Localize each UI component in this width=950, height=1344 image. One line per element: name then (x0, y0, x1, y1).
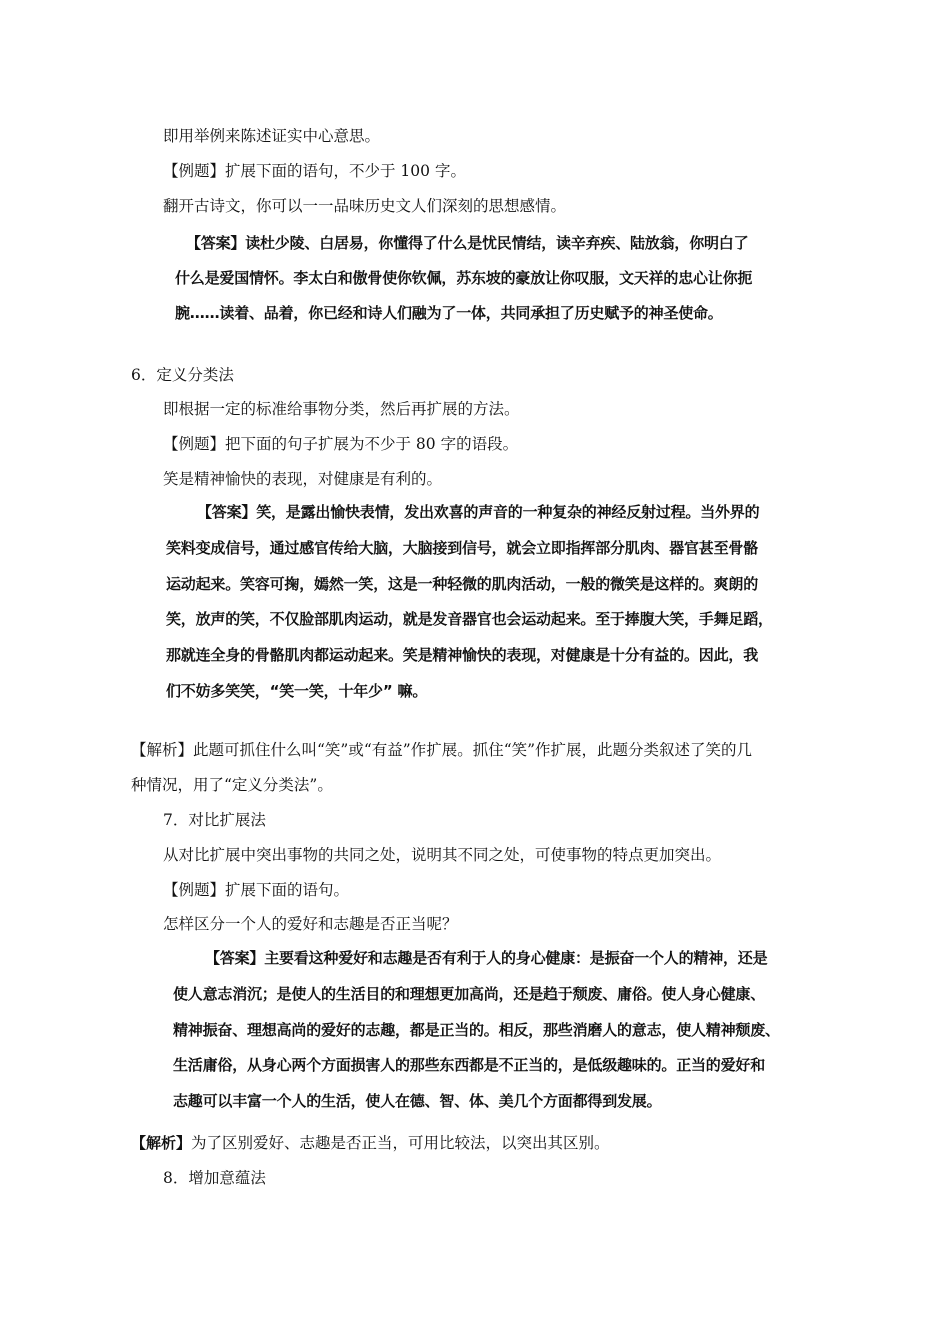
section7-analysis-label: 【解析】 (131, 1134, 192, 1152)
section6-heading: 6．定义分类法 (131, 366, 234, 384)
section7-example-label: 【例题】扩展下面的语句。 (163, 881, 350, 899)
section6-example-label: 【例题】把下面的句子扩展为不少于 80 字的语段。 (163, 435, 519, 453)
section7-analysis-text: 为了区别爱好、志趣是否正当，可用比较法，以突出其区别。 (191, 1134, 610, 1152)
section5-sentence: 翻开古诗文，你可以一一品味历史文人们深刻的思想感情。 (163, 197, 567, 215)
section6-answer-line: 那就连全身的骨骼肌肉都运动起来。笑是精神愉快的表现，对健康是十分有益的。因此，我 (166, 646, 759, 664)
section7-answer-line: 志趣可以丰富一个人的生活，使人在德、智、体、美几个方面都得到发展。 (173, 1092, 662, 1110)
section6-answer-line: 们不妨多笑笑，“笑一笑，十年少” 嘛。 (166, 682, 428, 700)
section6-intro: 即根据一定的标准给事物分类，然后再扩展的方法。 (163, 400, 520, 418)
section6-answer-line: 运动起来。笑容可掬，嫣然一笑，这是一种轻微的肌肉活动，一般的微笑是这样的。爽朗的 (166, 575, 759, 593)
section8-heading: 8．增加意蕴法 (163, 1169, 266, 1187)
section5-answer-line: 腕……读着、品着，你已经和诗人们融为了一体，共同承担了历史赋予的神圣使命。 (175, 304, 723, 322)
section5-intro: 即用举例来陈述证实中心意思。 (163, 127, 381, 145)
section7-analysis (131, 1133, 610, 1153)
section7-answer-line: 精神振奋、理想高尚的爱好的志趣，都是正当的。相反，那些消磨人的意志，使人精神颓废、 (173, 1021, 780, 1039)
section6-answer-line: 笑料变成信号，通过感官传给大脑，大脑接到信号，就会立即指挥部分肌肉、器官甚至骨骼 (166, 539, 759, 557)
section7-answer-line: 生活庸俗，从身心两个方面损害人的那些东西都是不正当的，是低级趣味的。正当的爱好和 (173, 1056, 766, 1074)
section7-heading: 7．对比扩展法 (163, 811, 266, 829)
section6-analysis-line: 【解析】此题可抓住什么叫“笑”或“有益”作扩展。抓住“笑”作扩展，此题分类叙述了笑的几 (131, 741, 753, 759)
section6-answer-line: 【答案】笑，是露出愉快表情，发出欢喜的声音的一种复杂的神经反射过程。当外界的 (197, 503, 760, 521)
section7-sentence: 怎样区分一个人的爱好和志趣是否正当呢？ (163, 915, 458, 933)
section5-example-label: 【例题】扩展下面的语句，不少于 100 字。 (163, 162, 466, 180)
section5-answer-line: 【答案】读杜少陵、白居易，你懂得了什么是忧民情结，读辛弃疾、陆放翁，你明白了 (186, 234, 749, 252)
section6-sentence: 笑是精神愉快的表现，对健康是有利的。 (163, 470, 443, 488)
section7-answer-line: 【答案】主要看这种爱好和志趣是否有利于人的身心健康：是振奋一个人的精神，还是 (205, 949, 768, 967)
section5-answer-line: 什么是爱国情怀。李太白和傲骨使你钦佩，苏东坡的豪放让你叹服，文天祥的忠心让你扼 (175, 269, 753, 287)
section7-answer-line: 使人意志消沉；是使人的生活目的和理想更加高尚，还是趋于颓废、庸俗。使人身心健康、 (173, 985, 766, 1003)
section6-analysis-line: 种情况，用了“定义分类法”。 (131, 776, 333, 794)
section7-intro: 从对比扩展中突出事物的共同之处，说明其不同之处，可使事物的特点更加突出。 (163, 846, 722, 864)
section6-answer-line: 笑，放声的笑，不仅脸部肌肉运动，就是发音器官也会运动起来。至于捧腹大笑，手舞足蹈， (166, 610, 773, 628)
